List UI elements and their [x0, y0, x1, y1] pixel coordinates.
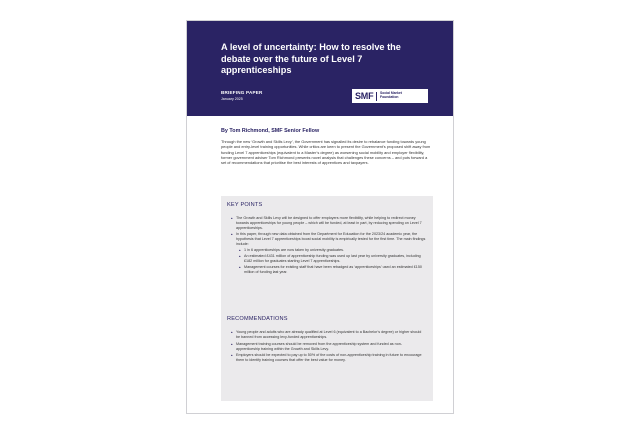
smf-logo: [352, 89, 428, 103]
list-item: [239, 265, 426, 275]
recommendations-list: [231, 330, 426, 365]
recommendation-text: Management training courses should be removed from the apprenticeship system and funded as non-apprenticeship training within the Growth and Skills Levy.: [236, 341, 403, 351]
list-item: [231, 232, 426, 275]
bullet-icon: •: [239, 265, 241, 271]
bullet-icon: •: [231, 353, 233, 358]
logo-divider: [376, 92, 377, 101]
bullet-icon: •: [239, 248, 241, 254]
bullet-icon: •: [231, 232, 233, 238]
findings-list: [236, 248, 426, 275]
key-points-list: [231, 216, 426, 276]
finding-text: Management courses for existing staff that have been rebadged as ‘apprenticeships’ used an estimated £150 million of funding last year.: [244, 265, 422, 275]
finding-text: 1 in 6 apprenticeships are now taken by university graduates.: [244, 248, 345, 253]
bullet-icon: •: [231, 216, 233, 221]
list-item: [239, 248, 426, 254]
list-item: [231, 330, 426, 340]
paper-title: A level of uncertainty: How to resolve the debate over the future of Level 7 apprenticeships: [221, 42, 401, 75]
bullet-icon: •: [239, 254, 241, 260]
key-point-text: In this paper, through new data obtained from the Department for Education for the 2023/24 academic year, the hypothesis that Level 7 apprenticeships boost social mobility is empirically tested for the first time. The main findings include:: [236, 232, 426, 247]
list-item: [231, 353, 426, 363]
paper-date: January 2025: [221, 97, 243, 101]
recommendation-text: Young people and adults who are already qualified at Level 6 (equivalent to a Bachelor’s degree) or higher should be banned from accessing levy-funded apprenticeships.: [236, 330, 422, 339]
list-item: [231, 341, 426, 352]
recommendation-text: Employers should be expected to pay up to 50% of the costs of non-apprenticeship training in future to encourage them to identify training courses that offer the best value for money.: [236, 353, 422, 362]
summary-box: [221, 196, 433, 401]
logo-mark: SMF: [355, 91, 374, 101]
bullet-icon: •: [231, 330, 233, 335]
briefing-paper-page: [186, 20, 454, 414]
list-item: [231, 216, 426, 231]
key-point-text: The Growth and Skills Levy will be designed to offer employers more flexibility, while helping to redirect money towards apprenticeships for young people – which will be funded, at least in part, by reducing spending on Level 7 apprenticeships.: [236, 216, 422, 230]
paper-type: BRIEFING PAPER: [221, 90, 263, 95]
key-points-heading: KEY POINTS: [227, 202, 263, 208]
list-item: [239, 254, 426, 264]
bullet-icon: •: [231, 341, 233, 347]
recommendations-heading: RECOMMENDATIONS: [227, 316, 288, 322]
author-byline: By Tom Richmond, SMF Senior Fellow: [221, 128, 320, 134]
intro-paragraph: Through the new ‘Growth and Skills Levy’, the Government has signalled its desire to rebalance funding towards young people and entry-level training opportunities. While critics are keen to present the Government’s proposed shift away from funding Level 7 apprenticeships (equivalent to a Master’s degree) as worsening social mobility and employer flexibility, former government adviser Tom Richmond presents novel analysis that challenges these concerns – and puts forward a set of recommendations that prioritise the best interests of apprentices and taxpayers.: [221, 139, 431, 166]
finding-text: An estimated £431 million of apprenticeship funding was used up last year by university graduates, including £182 million for graduates starting Level 7 apprenticeships.: [244, 254, 421, 264]
logo-name: Social Market Foundation: [380, 91, 402, 99]
title-banner: [187, 21, 453, 116]
